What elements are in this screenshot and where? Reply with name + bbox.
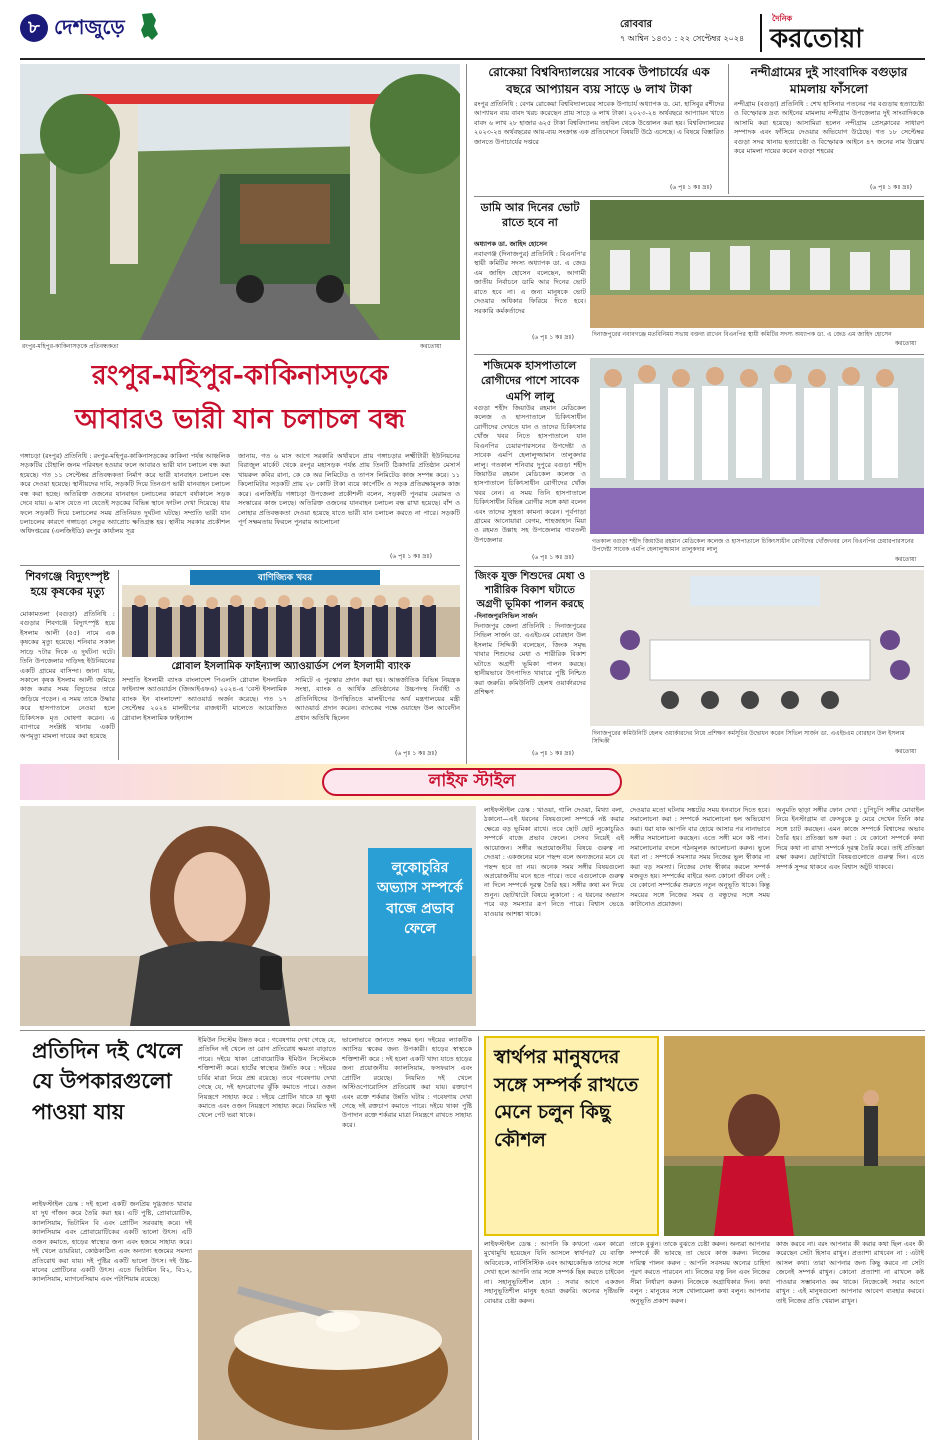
paper-logo: করতোয়া: [770, 24, 863, 54]
lead-photo: [20, 64, 460, 340]
lalu-body: বগুড়া শহীদ জিয়াউর রহমান মেডিকেল কলেজ ও হাসপাতালে চিকিৎসাধীন রোগীদের দেখতে যান ও তাদের চিকিৎসার খোঁজ খবর নিতে হাসপাতালে যান বিএনপির চেয়ারপারসনের উপদেষ্টা ও সাবেক এমপি হেলালুজ্জামান তালুকদার লালু। গতকাল শনিবার দুপুরে বগুড়া শহীদ জিয়াউর রহমান মেডিকেল কলেজ ও হাসপাতালে চিকিৎসাধীন রোগীদের খোঁজ খবর নেন। এ সময় তিনি হাসপাতালে চিকিৎসাধীন বিভিন্ন রোগীর সঙ্গে কথা বলেন এবং তাদের সুস্থতা কামনা করেন। পূর্বপাড়া গ্রামের আনোয়ারা বেগম, শাহজাহান মিয়া ও রহমত উল্লাহ সহ উপজেলার গাবতলী উপজেলার: [474, 404, 586, 544]
page-number: ৮: [20, 14, 48, 42]
feature2-col2: ইমিউন সিস্টেম উন্নত করে : গবেষণায় দেখা গেছে যে, প্রতিদিন দই খেলে তা রোগ প্রতিরোধ ক্ষমতা বাড়াতে পারে। দইয়ে থাকা প্রোবায়োটিক ইমিউন সিস্টেমকে শক্তিশালী করে। হার্টের স্বাস্থ্যের উন্নতি করে : দইয়ের চর্বির মাত্রা নিয়ে প্রশ্ন রয়েছে। তবে গবেষণায় দেখা গেছে যে, দই হৃদরোগের ঝুঁকি কমাতে পারে। ওজন নিয়ন্ত্রণে সাহায্য করে : দইয়ে প্রোটিন থাকে যা ক্ষুধা কমাতে এবং ওজন নিয়ন্ত্রণে সাহায্য করে। নিয়মিত দই খেলে পেট ভরা থাকে।: [198, 1036, 336, 1120]
dami-meeting-photo: [590, 200, 924, 328]
lalu-photo-credit: করতোয়া: [895, 556, 917, 563]
feature1-col2: দেওয়ার মতো ঘটনায় সঙ্কটের সময় ধনবানে দিতে হবে। সমালোচনা করা : সম্পর্কে সমালোচনা হল অভিযোগ করা। ধরা যাক আপনি বার হোয়ে আসার পর নানাভাবে সঙ্গীর সমালোচনা করছেন। এতে সঙ্গী মনে কষ্ট পান। সমালোচনার বদলে গঠনমূলক আলোচনা করুন। ভুলে ধরা না : সম্পর্কে সমস্যার সময় নিজের ভুল স্বীকার না করা বড় সমস্যা। নিজের দোষ স্বীকার করলে সম্পর্ক মজবুত হয়। সম্পর্কের বাইরে অন্য কোনো জীবন নেই : যে কোনো সম্পর্কের শুরুতে নতুন অনুভূতি থাকে। কিন্তু সময়ের সঙ্গে নিজের সময় ও বন্ধুদের সঙ্গে সময় কাটানোও প্রয়োজন।: [630, 806, 770, 909]
zinc-jump: (৬ পৃঃ ১ কঃ দ্রঃ): [532, 750, 574, 757]
nandigram-headline: নন্দীগ্রামের দুই সাংবাদিক বগুড়ার মামলায় ফাঁসলো: [750, 65, 908, 96]
nandigram-jump: (৬ পৃঃ ১ কঃ দ্রঃ): [870, 184, 912, 191]
feature1-col3: অনুমতি ছাড়া সঙ্গীর ফোন দেখা : চুপিচুপি সঙ্গীর মোবাইল নিয়ে ইনস্টাগ্রাম বা ফেসবুকে ঢু মেরে দেখেন তিনি কার সঙ্গে চ্যাট করছেন। এমন কাজে সম্পর্কে বিশ্বাসের অভাব তৈরি হয়। প্রতিজ্ঞা ভঙ্গ করা : যে কোনো সম্পর্কে কথা দিয়ে কথা না রাখা সম্পর্কে দূরত্ব তৈরি করে। তাই প্রতিজ্ঞা রক্ষা করুন। ছোটখাটো বিষয়গুলোতে গুরুত্ব দিন। এতে সম্পর্ক সুন্দর থাকবে এবং বিশ্বাস অটুট থাকবে।: [776, 806, 924, 871]
commerce-label: বাণিজ্যিক খবর: [190, 570, 380, 586]
feature1-col1: লাইফস্টাইল ডেস্ক : খাওয়া, গালি দেওয়া, মিথ্যা বলা, ঠকানো—এই ধরনের বিষয়গুলো সম্পর্কে নষ্ট করার ক্ষেত্রে বড় ভূমিকা রাখে। তবে ছোট ছোট লুকোচুরিও সম্পর্কে বাজে প্রভাব ফেলে। সেসব নিয়েই এই আয়োজন। সঙ্গীর অপ্রয়োজনীয় বিষয়ে গুরুত্ব না দেওয়া : একজনের মনে পছন্দ বলে অন্যজনের মনে যে পছন্দ হবে তা নয়। অনেক সময় সঙ্গীর বিষয়গুলো অপ্রয়োজনীয় মনে হতে পারে। তবে এগুলোকে গুরুত্ব না দিলে সম্পর্কে দূরত্ব তৈরি হয়। সঙ্গীর কথা মন দিয়ে শুনুন। ছোটখাটো বিষয়ে লুকানো : এ ধরনের অভ্যাস পরে বড় সমস্যার রূপ নিতে পারে। বিশ্বাস ভেঙে যাওয়ার আশঙ্কা থাকে।: [484, 806, 624, 918]
feature2-col3: ভালোভাবে জানতে সক্ষম হন। দইয়ের ল্যাকটিক অ্যাসিড ত্বকের জন্য উপকারী। হাড়ের স্বাস্থ্যকে শক্তিশালী করে : দই হলো একটি খাদ্য যাতে হাড়ের জন্য প্রয়োজনীয় ক্যালসিয়াম, ফসফরাস এবং প্রোটিন রয়েছে। নিয়মিত দই খেলে অস্টিওপোরোসিস প্রতিরোধ করা যায়। রক্তচাপ এবং রক্তে শর্করার উন্নতি ঘটায় : গবেষণায় দেখা গেছে দই রক্তচাপ কমাতে পারে। দইয়ে থাকা পুষ্টি উপাদান রক্তে শর্করার মাত্রা নিয়ন্ত্রণে রাখতে সাহায্য করে।: [342, 1036, 472, 1129]
header-date: ৭ আশ্বিন ১৪৩১ : ২২ সেপ্টেম্বর ২০২৪: [620, 34, 745, 43]
begum-headline: রোকেয়া বিশ্ববিদ্যালয়ের সাবেক উপাচার্যের এক বছরে আপ্যায়ন ব্যয় সাড়ে ৬ লাখ টাকা: [488, 65, 710, 96]
feature3-col2: তাকে বুঝুন। তাকে বুঝতে চেষ্টা করুন। অন্যরা আপনার সম্পর্কে কী ভাবছে তা ভেবে কাজ করুন। নিজের দায়িত্ব পালন করুন : আপনি সবসময় অন্যের চাহিদা পূরণ করতে পারবেন না। নিজের যত্ন নিন এবং নিজের সীমা নির্ধারণ করুন। নিজেকে অগ্রাধিকার দিন। কথা বলুন : মানুষের সঙ্গে খোলামেলা কথা বলুন। আপনার অনুভূতি প্রকাশ করুন।: [630, 1240, 770, 1305]
section-title: দেশজুড়ে: [54, 15, 125, 39]
lead-photo-credit: করতোয়া: [420, 343, 442, 350]
lifestyle-banner: লাইফ স্টাইল: [428, 771, 516, 791]
dami-body: নবাবগঞ্জ (দিনাজপুর) প্রতিনিধি : বিএনপি'র স্থায়ী কমিটির সদস্য অধ্যাপক ডা. এ জেড এম জাহিদ হোসেন বলেছেন, আগামী জাতীয় নির্বাচনে ডামি আর দিনের ভোট রাতে হবে না। এ জন্য মানুষকে ভোট দেওয়ার অধিকার ফিরিয়ে দিতে হবে। সরকারি কর্মকর্তাদের: [474, 250, 586, 315]
feature1-headline: লুকোচুরির অভ্যাস সম্পর্কে বাজে প্রভাব ফেলে: [368, 848, 472, 994]
bank-award-photo: [122, 585, 460, 657]
bank-body-col2: সামিটে এ পুরস্কার প্রদান করা হয়। আন্তর্জাতিক বিভিন্ন নিয়ন্ত্রক সংস্থা, ব্যাংক ও আর্থিক প্রতিষ্ঠানের উচ্চপদস্থ নির্বাহী ও প্রতিনিধিদের উপস্থিতিতে মালদ্বীপের অর্থ মন্ত্রণালয়ের মন্ত্রী অ্যাওয়ার্ড প্রদান করেন। ব্যাংকের পক্ষে ওয়াহেদ উল আবেদীন প্রধান অতিথি ছিলেন: [295, 676, 460, 722]
feature2-col1: লাইফস্টাইল ডেস্ক : দই হলো একটি জনপ্রিয় দুগ্ধজাত খাবার যা দুধ গাঁজন করে তৈরি করা হয়। এটি পুষ্টি, প্রোবায়োটিক, ক্যালসিয়াম, ভিটামিন বি এবং প্রোটিন সরবরাহ করে। দই ক্যালসিয়াম এবং প্রোবায়োটিকের একটি ভালো উৎস। এটি ওজন কমাতে, হাড়ের স্বাস্থ্যের জন্য এবং হজমে সাহায্য করে। দই খেলে ডায়রিয়া, কোষ্ঠকাঠিন্য এবং অন্যান্য হজমের সমস্যা প্রতিরোধ করা যায়। দই পুষ্টির একটি ভালো উৎস। দই উচ্চ-মানের প্রোটিনের একটি উৎস। এতে ভিটামিন বি২, বি১২, ক্যালসিয়াম, ম্যাগনেসিয়াম এবং পটাশিয়াম রয়েছে।: [32, 1200, 192, 1284]
lead-body-col1: গঙ্গাচড়া (রংপুর) প্রতিনিধি : রংপুর-মহিপুর-কাকিনাসড়কের কাকিনা পর্যন্ত আঞ্চলিক সড়কটির চৌহালি জনম পরিবহন হওয়ার ফলে আবারও ভারী যান চলাচল বন্ধ করা হয়েছে। গত ১১ সেপ্টেম্বর প্রতিবন্ধকতা নির্মাণ করে ভারী যানবাহন চলাচল বন্ধ করে দেওয়া হয়েছে। স্থানীয়দের দাবি, সড়কটি দিয়ে তিনগুণ ভারী যানবাহন চলাচল বন্ধ করা হচ্ছে। অতিরিক্ত ওজনের যানবাহন চলাচলের কারণে বর্ষাকালে সড়ক দেবে যায়। ৬ মাস যেতে না যেতেই সড়কের বিভিন্ন স্থানে ফাটল দেখা দিয়েছে। ধার ফলে সড়কটি দিয়ে চলাচলের সময় প্রতিনিয়ত দুর্ঘটনা ঘটছে। সম্প্রতি ভারী যান চলাচলের কারণে গঙ্গাচড়া সেতুর অ্যাপ্রোচ ক্ষতিগ্রস্ত হয়। স্থানীয় সরকার প্রকৌশল অধিদপ্তরের (এলজিইডি) রংপুর কার্যালয় সূত্র: [20, 452, 230, 536]
lead-photo-caption: রংপুর-মহিপুর-কাকিনাসড়কে প্রতিবন্ধকতা: [22, 343, 119, 350]
feature3-col3: কাজ করবে না। বরং আপনার কী করার কথা ছিল এবং কী করেছেন সেটা হিসাব রাখুন। প্রত্যাশা রাখবেন না : এটাই আসল কথা। তারা আপনার জন্য কিছু করবে না সেটা জেনেই সম্পর্ক রাখুন। কোনো প্রত্যাশা না রাখলে কষ্ট পাওয়ার সম্ভাবনাও কম থাকে। নিজেকেই সবার আগে রাখুন : এই মানুষগুলো আপনার আবেগ ব্যবহার করবে। তাই নিজের প্রতি খেয়াল রাখুন।: [776, 1240, 924, 1305]
lalu-hospital-photo: [590, 358, 924, 534]
begum-body: রংপুর প্রতিনিধি : বেগম রোকেয়া বিশ্ববিদ্যালয়ের সাবেক উপাচার্য অধ্যাপক ড. মো. হাসিবুর রশীদের আপ্যায়ন ব্যয় বাবদ খরচ করেছেন প্রায় সাড়ে ৬ লাখ টাকা। ২০২৩-২৪ অর্থবছরে আপ্যায়ন খাতে বাবদ ৬ লাখ ২৮ হাজার ৬২৫ টাকা বিশ্ববিদ্যালয় তহবিল থেকে উত্তোলন করা হয়। বিশ্ববিদ্যালয়ের ২০২৩-২৪ অর্থবছরের আয়-ব্যয় সংক্রান্ত এক প্রতিবেদনে বিষয়টি উঠে এসেছে। এ বিষয়ে বিস্তারিত জানতে উপাচার্যের দপ্তরে: [474, 100, 724, 146]
dami-jump: (৬ পৃঃ ১ কঃ দ্রঃ): [532, 334, 574, 341]
lead-body-col2: জানায়, গত ৬ মাস আগে সরকারি অর্থায়নে প্রায় গঙ্গাচড়ার লক্ষ্মীটারী ইউনিয়নের বিরাজুল মার্কেট থেকে রংপুর মহাসড়ক পর্যন্ত প্রায় তিনটি ঠিকাদারি প্রতিষ্ঠান মেসার্স খায়রুল কবির রানা, কে কে অর লিমিটেড ও তাপস লিমিটেড কাজ সম্পন্ন করে। ১১ কিলোমিটার সড়কটি প্রায় ২৮ কোটি টাকা ব্যয়ে কার্পেটিং ও সড়ক প্রতিরক্ষামূলক কাজ করে। এলজিইডি গঙ্গাচড়া উপজেলা প্রকৌশলী বলেন, সড়কটি পুনরায় মেরামত ও সংস্কারের কাজ চলছে। অতিরিক্ত ওজনের যানবাহন চলাচল বন্ধ রাখা হয়েছে। বাঁশ ও লোহার প্রতিবন্ধকতা দেওয়া হয়েছে যাতে ভারী যান চলাচল করতে না পারে। সড়কটি পূর্ণ সক্ষমতায় ফিরলে পুনরায় আলোচনা: [238, 452, 460, 526]
header-day: রোববার: [620, 19, 652, 30]
lalu-photo-caption: গতকাল বগুড়া শহীদ জিয়াউর রহমান মেডিকেল কলেজ ও হাসপাতালে চিকিৎসাধীন রোগীদের খোঁজখবর নেন বিএনপির চেয়ারপারসনের উপদেষ্টা সাবেক এমপি হেলালুজ্জামান তালুকদার লালু: [592, 538, 914, 554]
zinc-photo-caption: দিনাজপুরের কমিউনিটি হেলথ ওয়ার্কারদের নিয়ে প্রশিক্ষণ কর্মসূচির উদ্বোধন করেন সিভিল সার্জন ডা. এএইচএম বোরহান উল ইসলাম সিদ্দিকী: [592, 730, 905, 746]
bank-body-col1: সম্প্রতি ইসলামী ব্যাংক বাংলাদেশ পিএলসি গ্লোবাল ইসলামিক ফাইন্যান্স অ্যাওয়ার্ডস (জিআইএফএ) ২০২৪-এ 'বেস্ট ইসলামিক ব্যাংক ইন বাংলাদেশ' অ্যাওয়ার্ড অর্জন করেছে। গত ১৭ সেপ্টেম্বর ২০২৪ মালদ্বীপের রাজধানী মালেতে আয়োজিত গ্লোবাল ইসলামিক ফাইন্যান্স: [122, 676, 287, 722]
lead-jump: (৬ পৃঃ ১ কঃ দ্রঃ): [390, 553, 432, 560]
zinc-photo-credit: করতোয়া: [895, 748, 917, 755]
nandigram-body: নন্দীগ্রাম (বগুড়া) প্রতিনিধি : শেখ হাসিনার পতনের পর বগুড়ায় হত্যাচেষ্টা ও বিস্ফোরক দ্রব্য আইনের মামলায় নন্দীগ্রাম উপজেলার দুই সাংবাদিককে আসামি করা হয়েছে। আসামিরা হলেন নন্দীগ্রাম প্রেসক্লাবের সাধারণ সম্পাদক এবং ফাঁসিয়ে দেওয়ার অভিযোগ উঠেছে। গত ১৮ সেপ্টেম্বর বগুড়া সদর থানায় হত্যাচেষ্টা ও বিস্ফোরক আইনে ৪৭ জনের নাম উল্লেখ করে মামলা দায়ের করেন বগুড়া শহরের: [734, 100, 924, 156]
paper-label: দৈনিক: [772, 14, 793, 23]
lalu-headline: শজিমেক হাসপাতালে রোগীদের পাশে সাবেক এমপি লালু: [480, 359, 580, 403]
zinc-headline: জিংক যুক্ত শিশুদের মেধা ও শারীরিক বিকাশ ঘটাতে অগ্রণী ভূমিকা পালন করছে: [474, 571, 586, 610]
lalu-jump: (৬ পৃঃ ১ কঃ দ্রঃ): [532, 554, 574, 561]
bank-jump: (৬ পৃঃ ১ কঃ দ্রঃ): [395, 750, 437, 757]
dami-photo-caption: দিনাজপুরের নবাবগঞ্জে মতবিনিময় সভায় বক্তব্য রাখেন বিএনপির স্থায়ী কমিটির সদস্য অধ্যাপক ডা. এ জেড এম জাহিদ হোসেন: [592, 331, 892, 338]
zinc-body: দিনাজপুর জেলা প্রতিনিধি : দিনাজপুরের সিভিল সার্জন ডা. এএইচএম বোরহান উল ইসলাম সিদ্দিকী বলেছেন, জিংক সমৃদ্ধ খাবার শিশুদের মেধা ও শারীরিক বিকাশ ঘটাতে অগ্রণী ভূমিকা পালন করছে। স্থানীয়ভাবে উৎপাদিত খাবারে পুষ্টি নিশ্চিত করা জরুরি। কমিউনিটি হেলথ ওয়ার্কারদের প্রশিক্ষণ: [474, 622, 586, 696]
lead-headline-1: রংপুর-মহিপুর-কাকিনাসড়কে: [91, 360, 389, 391]
dami-photo-credit: করতোয়া: [895, 340, 917, 347]
feature3-col1: লাইফস্টাইল ডেস্ক : আপনি কি কখনো এমন কারো মুখোমুখি হয়েছেন যিনি আসলে স্বার্থপর? যে ব্যক্তি অবিবেচক, নার্সিসিস্টিক এবং আত্মকেন্দ্রিক তাদের সঙ্গে দেখা হলে আপনি তার সঙ্গে সম্পর্ক ছিন্ন করতে চাইবেন না। সহানুভূতিশীল হোন : সবার আগে একজন সহানুভূতিশীল মানুষ হওয়া জরুরি। অন্যের দৃষ্টিভঙ্গি বোঝার চেষ্টা করুন।: [484, 1240, 624, 1305]
shibganj-headline: শিবগঞ্জে বিদ্যুৎস্পৃষ্ট হয়ে কৃষকের মৃত্যু: [25, 570, 110, 598]
dami-headline: ডামি আর দিনের ভোট রাতে হবে না: [480, 201, 580, 230]
bangladesh-map-icon: [138, 12, 160, 42]
bank-headline: গ্লোবাল ইসলামিক ফাইন্যান্স অ্যাওয়ার্ডস পেল ইসলামী ব্যাংক: [171, 661, 411, 672]
shibganj-body: মোকামতলা (বগুড়া) প্রতিনিধি : বগুড়ার শিবগঞ্জে বিদ্যুৎস্পৃষ্ট হয়ে ইসলাম আলী (৫৫) নামে এক কৃষকের মৃত্যু হয়েছে। শনিবার সকাল সাড়ে ৭টার দিকে এ দুর্ঘটনা ঘটে। তিনি উপজেলার দাড়িদহ ইউনিয়নের একটি গ্রামের বাসিন্দা। জানা যায়, সকালে কৃষক ইসলাম আলী জমিতে কাজ করার সময় বিদ্যুতের তারে জড়িয়ে পড়েন। এ সময় তাকে উদ্ধার করে হাসপাতালে নেওয়া হলে চিকিৎসক মৃত ঘোষণা করেন। এ ব্যাপারে সংশ্লিষ্ট থানায় একটি অপমৃত্যু মামলা দায়ের করা হয়েছে: [20, 610, 115, 741]
feature2-headline: প্রতিদিন দই খেলে যে উপকারগুলো পাওয়া যায়: [32, 1038, 182, 1124]
begum-jump: (৬ পৃঃ ১ কঃ দ্রঃ): [670, 184, 712, 191]
zinc-byline: -দিনাজপুরসিভিল সার্জন: [474, 612, 538, 620]
woman-park-photo: [664, 1036, 925, 1236]
zinc-training-photo: [590, 570, 924, 726]
yogurt-photo: [198, 1250, 472, 1440]
dami-byline: অধ্যাপক ডা. জাহিদ হোসেন: [474, 240, 548, 248]
lead-headline-2: আবারও ভারী যান চলাচল বন্ধ: [74, 404, 406, 435]
feature3-headline: স্বার্থপর মানুষদের সঙ্গে সম্পর্ক রাখতে মেনে চলুন কিছু কৌশল: [494, 1046, 639, 1151]
